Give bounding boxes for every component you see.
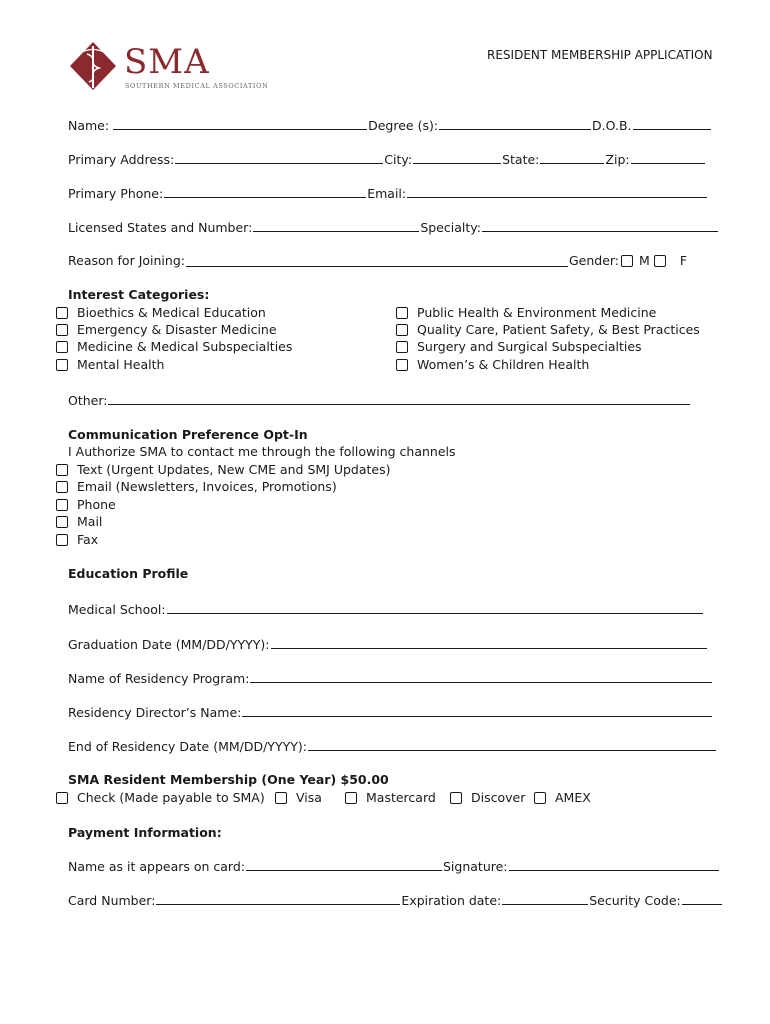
reason-field[interactable]: [186, 254, 568, 267]
gender-m-checkbox[interactable]: [621, 255, 633, 267]
communication-option-label: Text (Urgent Updates, New CME and SMJ Updates): [77, 462, 391, 477]
logo-wordmark: SMA: [124, 42, 210, 82]
communication-checkbox[interactable]: [56, 481, 68, 493]
interest-checkbox[interactable]: [396, 324, 408, 336]
form-title: RESIDENT MEMBERSHIP APPLICATION: [487, 48, 713, 62]
zip-label: Zip:: [605, 152, 630, 167]
specialty-label: Specialty:: [420, 220, 481, 235]
payment-heading: Payment Information:: [68, 825, 222, 840]
phone-row: [68, 185, 708, 201]
end-of-residency-label: End of Residency Date (MM/DD/YYYY):: [68, 739, 307, 754]
membership-heading: SMA Resident Membership (One Year) $50.00: [68, 772, 389, 787]
payment-method-option[interactable]: [534, 790, 591, 805]
specialty-field[interactable]: [482, 219, 718, 232]
payment-method-option[interactable]: [450, 790, 525, 805]
payment-method-checkbox[interactable]: [345, 792, 357, 804]
interest-option[interactable]: [56, 357, 164, 372]
communication-checkbox[interactable]: [56, 534, 68, 546]
security-code-field[interactable]: [682, 892, 722, 905]
communication-option[interactable]: [56, 479, 337, 494]
communication-option-label: Mail: [77, 514, 103, 529]
card-number-row: [68, 892, 723, 908]
name-row: [68, 117, 712, 133]
graduation-date-label: Graduation Date (MM/DD/YYYY):: [68, 637, 270, 652]
communication-checkbox[interactable]: [56, 464, 68, 476]
zip-field[interactable]: [631, 151, 705, 164]
payment-method-label: Check (Made payable to SMA): [77, 790, 265, 805]
other-field[interactable]: [108, 392, 690, 405]
payment-method-label: Discover: [471, 790, 526, 805]
end-of-residency-field[interactable]: [308, 738, 716, 751]
interest-option-label: Bioethics & Medical Education: [77, 305, 266, 320]
card-number-label: Card Number:: [68, 893, 156, 908]
communication-intro: I Authorize SMA to contact me through the following channels: [68, 444, 456, 459]
caduceus-emblem-icon: [68, 40, 118, 92]
residency-director-field[interactable]: [242, 704, 712, 717]
communication-option-label: Email (Newsletters, Invoices, Promotions): [77, 479, 337, 494]
degree-field[interactable]: [439, 117, 591, 130]
dob-field[interactable]: [633, 117, 711, 130]
interest-option[interactable]: [56, 322, 277, 337]
reason-row: [68, 253, 687, 268]
payment-method-checkbox[interactable]: [56, 792, 68, 804]
interest-option-label: Quality Care, Patient Safety, & Best Practices: [417, 322, 700, 337]
payment-method-label: Visa: [296, 790, 322, 805]
payment-method-option[interactable]: [56, 790, 265, 805]
name-on-card-label: Name as it appears on card:: [68, 859, 245, 874]
residency-director-row: [68, 704, 713, 720]
signature-field[interactable]: [509, 858, 719, 871]
graduation-date-row: [68, 636, 708, 652]
licensed-states-label: Licensed States and Number:: [68, 220, 253, 235]
interest-option-label: Public Health & Environment Medicine: [417, 305, 657, 320]
city-field[interactable]: [413, 151, 501, 164]
graduation-date-field[interactable]: [271, 636, 707, 649]
name-on-card-field[interactable]: [246, 858, 442, 871]
dob-label: D.O.B.: [592, 118, 632, 133]
expiration-field[interactable]: [502, 892, 588, 905]
interest-option[interactable]: [396, 305, 656, 320]
interest-heading: Interest Categories:: [68, 287, 210, 302]
logo-subtitle: SOUTHERN MEDICAL ASSOCIATION: [125, 82, 269, 90]
security-code-label: Security Code:: [589, 893, 681, 908]
state-label: State:: [502, 152, 540, 167]
interest-checkbox[interactable]: [396, 341, 408, 353]
residency-program-field[interactable]: [250, 670, 712, 683]
communication-option[interactable]: [56, 532, 98, 547]
communication-option[interactable]: [56, 462, 391, 477]
interest-option[interactable]: [56, 339, 292, 354]
interest-option-label: Women’s & Children Health: [417, 357, 590, 372]
communication-checkbox[interactable]: [56, 499, 68, 511]
interest-option[interactable]: [396, 339, 642, 354]
city-label: City:: [384, 152, 413, 167]
education-heading: Education Profile: [68, 566, 189, 581]
payment-method-checkbox[interactable]: [275, 792, 287, 804]
medical-school-field[interactable]: [167, 601, 703, 614]
communication-option-label: Phone: [77, 497, 116, 512]
communication-checkbox[interactable]: [56, 516, 68, 528]
interest-option-label: Medicine & Medical Subspecialties: [77, 339, 293, 354]
medical-school-row: [68, 601, 704, 617]
email-label: Email:: [367, 186, 407, 201]
interest-option[interactable]: [396, 322, 700, 337]
interest-option-label: Surgery and Surgical Subspecialties: [417, 339, 642, 354]
address-row: [68, 151, 706, 167]
expiration-label: Expiration date:: [401, 893, 502, 908]
primary-address-field[interactable]: [175, 151, 383, 164]
payment-method-checkbox[interactable]: [534, 792, 546, 804]
reason-label: Reason for Joining:: [68, 253, 185, 268]
licensed-states-field[interactable]: [253, 219, 419, 232]
residency-program-label: Name of Residency Program:: [68, 671, 250, 686]
state-field[interactable]: [540, 151, 604, 164]
interest-option[interactable]: [396, 357, 589, 372]
license-row: [68, 219, 719, 235]
communication-option[interactable]: [56, 497, 116, 512]
residency-director-label: Residency Director’s Name:: [68, 705, 242, 720]
sma-logo: [68, 38, 268, 94]
communication-heading: Communication Preference Opt-In: [68, 427, 308, 442]
other-row: [68, 392, 691, 408]
communication-option-label: Fax: [77, 532, 99, 547]
interest-checkbox[interactable]: [56, 359, 68, 371]
primary-address-label: Primary Address:: [68, 152, 175, 167]
communication-option[interactable]: [56, 514, 102, 529]
gender-f-checkbox[interactable]: [654, 255, 666, 267]
payment-method-checkbox[interactable]: [450, 792, 462, 804]
payment-method-label: Mastercard: [366, 790, 436, 805]
payment-method-option[interactable]: [345, 790, 436, 805]
other-label: Other:: [68, 393, 108, 408]
card-number-field[interactable]: [156, 892, 400, 905]
payment-method-label: AMEX: [555, 790, 591, 805]
name-on-card-row: [68, 858, 720, 874]
gender-f-label: F: [679, 253, 688, 268]
email-field[interactable]: [407, 185, 707, 198]
primary-phone-field[interactable]: [164, 185, 366, 198]
interest-option-label: Mental Health: [77, 357, 165, 372]
signature-label: Signature:: [443, 859, 508, 874]
gender-m-label: M: [639, 253, 650, 268]
interest-checkbox[interactable]: [56, 341, 68, 353]
end-of-residency-row: [68, 738, 717, 754]
gender-label: Gender:: [568, 253, 620, 268]
interest-option[interactable]: [56, 305, 266, 320]
degree-label: Degree (s):: [368, 118, 439, 133]
interest-checkbox[interactable]: [396, 307, 408, 319]
interest-checkbox[interactable]: [396, 359, 408, 371]
primary-phone-label: Primary Phone:: [68, 186, 164, 201]
medical-school-label: Medical School:: [68, 602, 166, 617]
name-label: Name:: [68, 118, 110, 133]
residency-program-row: [68, 670, 713, 686]
interest-checkbox[interactable]: [56, 307, 68, 319]
interest-option-label: Emergency & Disaster Medicine: [77, 322, 277, 337]
interest-checkbox[interactable]: [56, 324, 68, 336]
name-field[interactable]: [113, 117, 367, 130]
payment-method-option[interactable]: [275, 790, 322, 805]
